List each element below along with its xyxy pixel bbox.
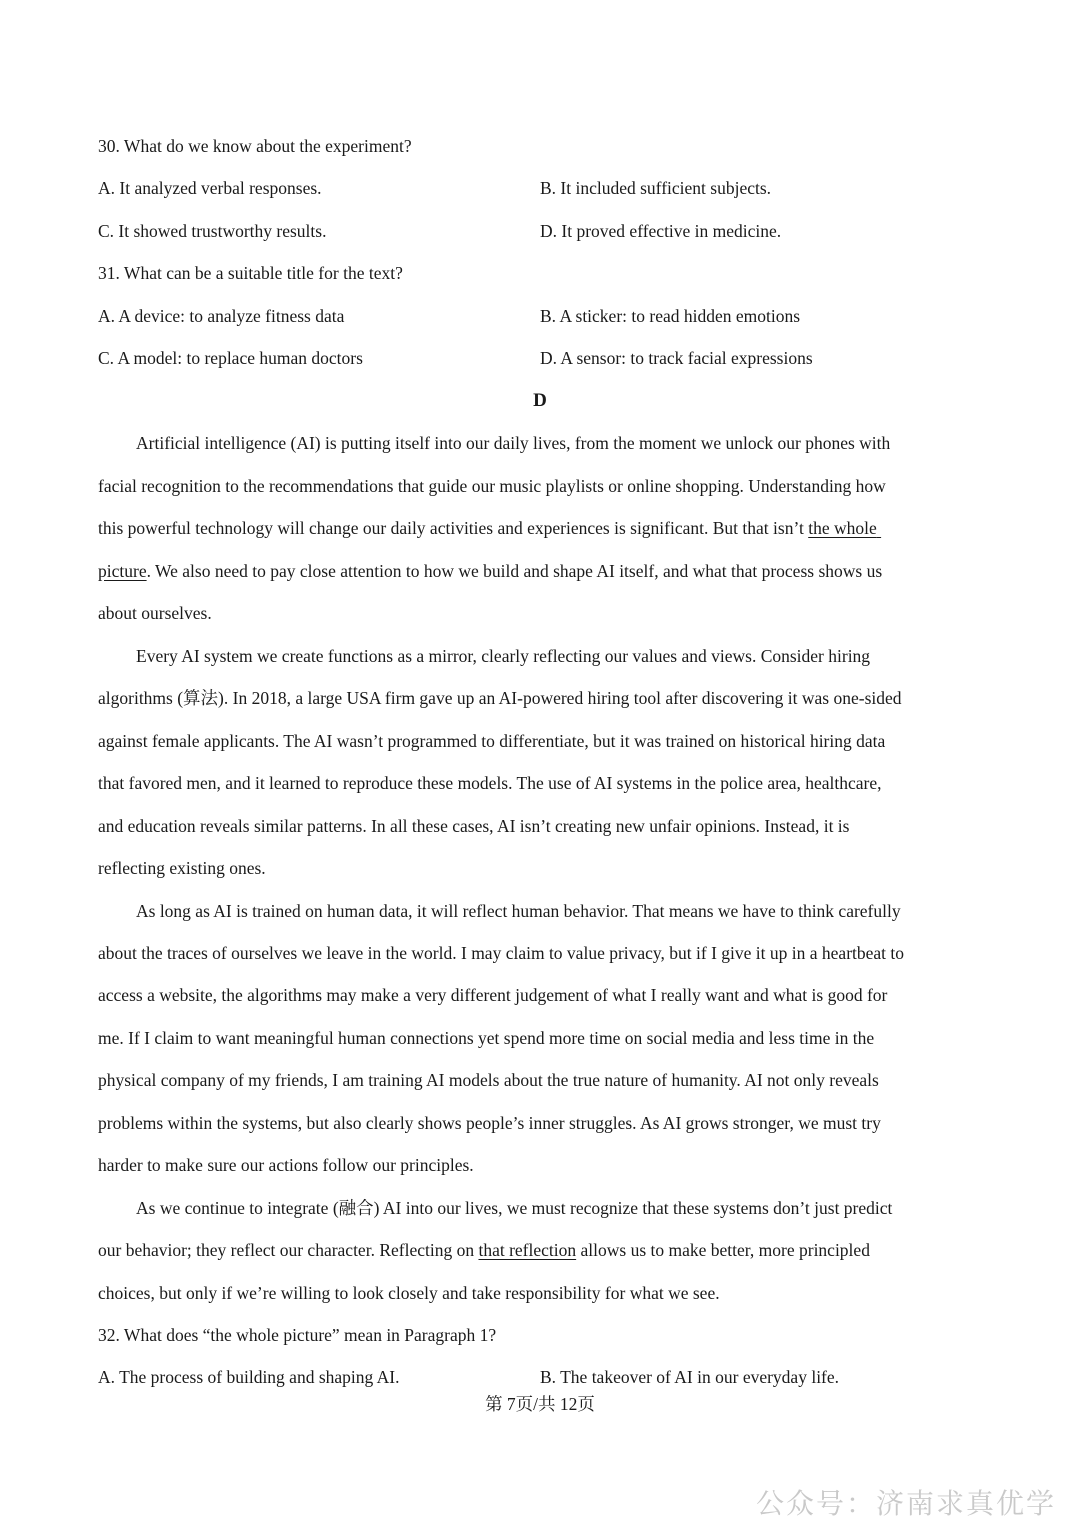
q30-option-c: C. It showed trustworthy results. bbox=[98, 221, 327, 241]
paragraph-2-line: that favored men, and it learned to reproduce these models. The use of AI systems in the police area, healthcare, bbox=[98, 773, 882, 793]
q31-option-d: D. A sensor: to track facial expressions bbox=[540, 348, 813, 368]
paragraph-1-line: facial recognition to the recommendations that guide our music playlists or online shopping. Understanding how bbox=[98, 476, 886, 496]
q30-option-a: A. It analyzed verbal responses. bbox=[98, 178, 322, 198]
paragraph-3-line: physical company of my friends, I am training AI models about the true nature of humanity. AI not only reveals bbox=[98, 1070, 879, 1090]
q32-option-b: B. The takeover of AI in our everyday life. bbox=[540, 1367, 840, 1387]
paragraph-2-line: algorithms (算法). In 2018, a large USA firm gave up an AI-powered hiring tool after discovering it was one-sided bbox=[98, 688, 902, 708]
paragraph-1-line: Artificial intelligence (AI) is putting itself into our daily lives, from the moment we unlock our phones with bbox=[136, 433, 891, 453]
paragraph-2-line: and education reveals similar patterns. In all these cases, AI isn’t creating new unfair opinions. Instead, it is bbox=[98, 816, 850, 836]
q30-option-d: D. It proved effective in medicine. bbox=[540, 221, 782, 241]
paragraph-4-line bbox=[98, 1238, 870, 1262]
paragraph-1-line bbox=[98, 516, 881, 540]
paragraph-4-line: As we continue to integrate (融合) AI into our lives, we must recognize that these systems don’t just predict bbox=[136, 1198, 893, 1218]
paragraph-1-text: this powerful technology will change our daily activities and experiences is significant. But that isn’t bbox=[98, 518, 809, 538]
watermark: 公众号：济南求真优学 bbox=[755, 1487, 1056, 1520]
q31-stem: 31. What can be a suitable title for the text? bbox=[98, 263, 403, 283]
q31-option-a: A. A device: to analyze fitness data bbox=[98, 306, 345, 326]
paragraph-3-line: access a website, the algorithms may make a very different judgement of what I really want and what is good for bbox=[98, 985, 888, 1005]
paragraph-4-text: our behavior; they reflect our character. Reflecting on bbox=[98, 1240, 479, 1260]
q32-option-a: A. The process of building and shaping AI. bbox=[98, 1367, 400, 1387]
q31-option-c: C. A model: to replace human doctors bbox=[98, 348, 363, 368]
underlined-phrase-picture: picture bbox=[98, 561, 147, 581]
q30-stem: 30. What do we know about the experiment? bbox=[98, 136, 412, 156]
paragraph-1-line: about ourselves. bbox=[98, 603, 212, 623]
paragraph-2-line: against female applicants. The AI wasn’t programmed to differentiate, but it was trained on historical hiring data bbox=[98, 731, 886, 751]
paragraph-1-line bbox=[98, 559, 882, 583]
paragraph-2-line: Every AI system we create functions as a mirror, clearly reflecting our values and views. Consider hiring bbox=[136, 646, 871, 666]
section-title: D bbox=[533, 390, 547, 411]
paragraph-3-line: harder to make sure our actions follow our principles. bbox=[98, 1155, 474, 1175]
paragraph-3-line: As long as AI is trained on human data, it will reflect human behavior. That means we have to think carefully bbox=[136, 901, 901, 921]
underline-trailing-space bbox=[877, 518, 881, 538]
paragraph-3-line: about the traces of ourselves we leave in the world. I may claim to value privacy, but if I give it up in a heartbeat to bbox=[98, 943, 905, 963]
paragraph-1-text: . We also need to pay close attention to how we build and shape AI itself, and what that process shows us bbox=[146, 561, 883, 581]
paragraph-4-line: choices, but only if we’re willing to look closely and take responsibility for what we see. bbox=[98, 1283, 720, 1303]
paragraph-3-line: problems within the systems, but also clearly shows people’s inner struggles. As AI grows stronger, we must try bbox=[98, 1113, 881, 1133]
q30-option-b: B. It included sufficient subjects. bbox=[540, 178, 772, 198]
q32-stem: 32. What does “the whole picture” mean in Paragraph 1? bbox=[98, 1325, 497, 1345]
underlined-phrase-whole-picture: the whole bbox=[808, 518, 877, 538]
underlined-phrase-that-reflection: that reflection bbox=[478, 1240, 577, 1260]
page-number-footer: 第 7页/共 12页 bbox=[485, 1394, 595, 1414]
paragraph-3-line: me. If I claim to want meaningful human connections yet spend more time on social media and less time in the bbox=[98, 1028, 875, 1048]
q31-option-b: B. A sticker: to read hidden emotions bbox=[540, 306, 801, 326]
paragraph-2-line: reflecting existing ones. bbox=[98, 858, 266, 878]
paragraph-4-text: allows us to make better, more principled bbox=[576, 1240, 870, 1260]
